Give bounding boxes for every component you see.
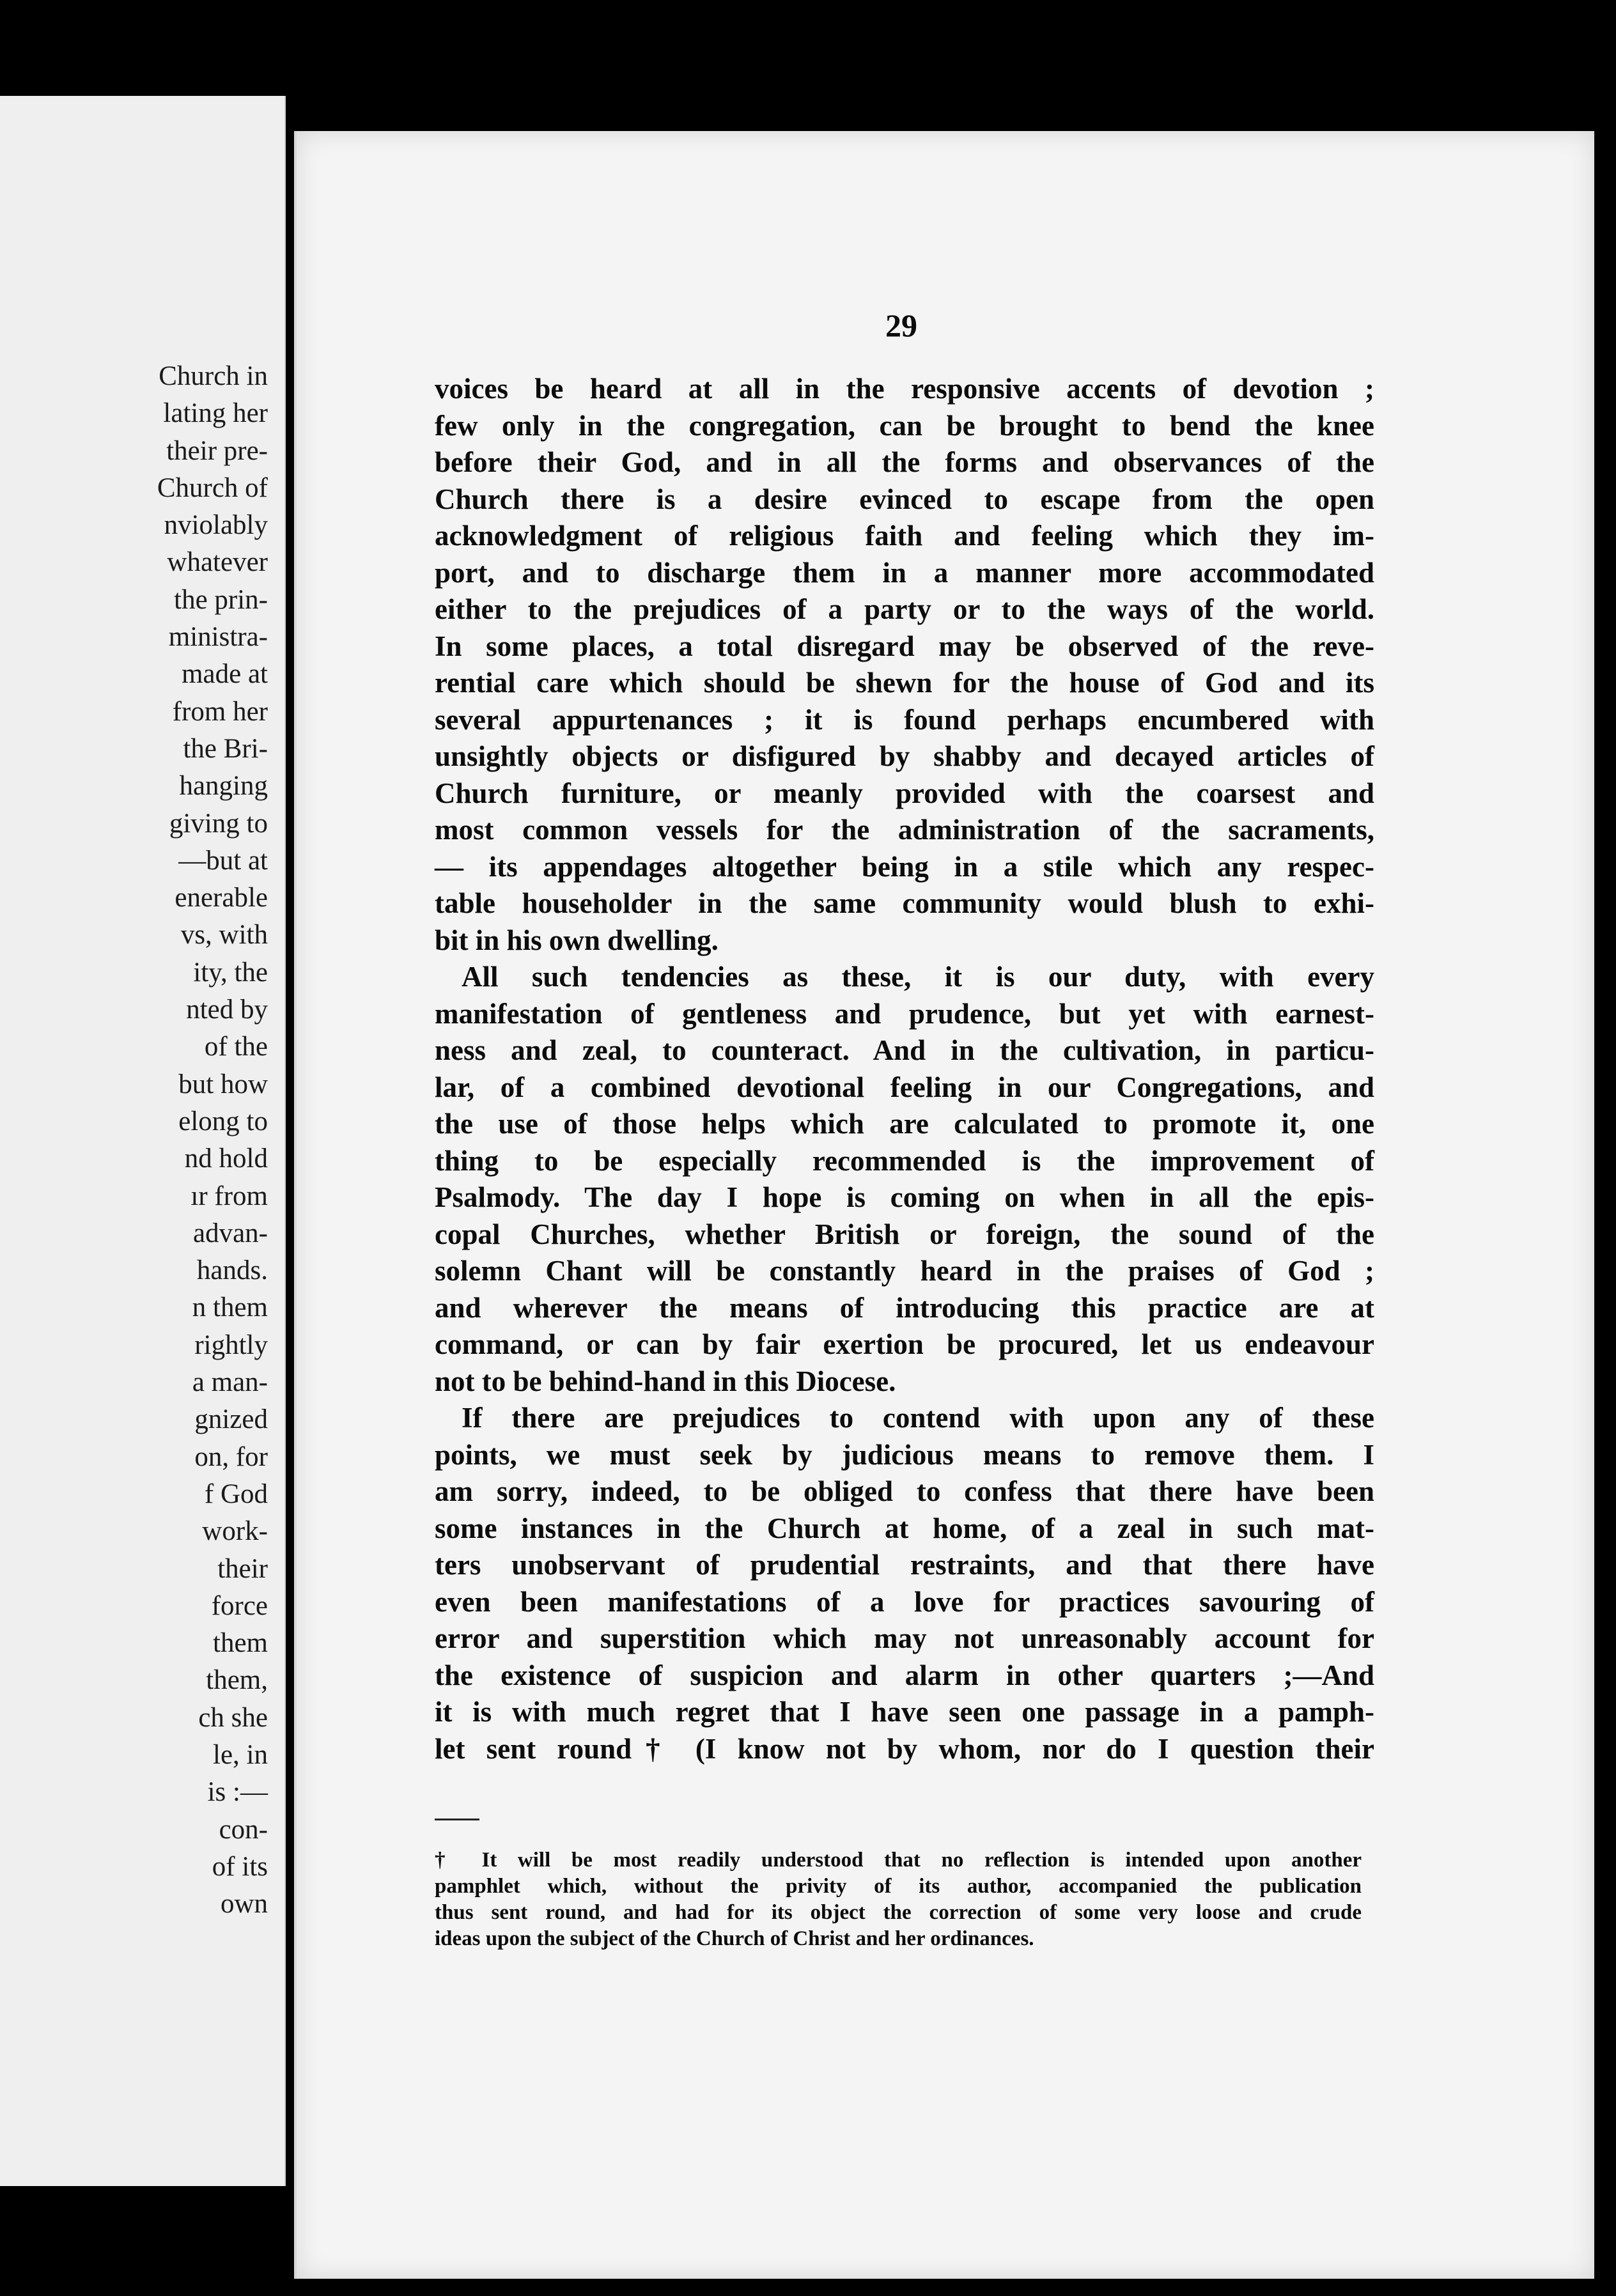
text-line: ters unobservant of prudential restraints, and that there have (435, 1549, 1374, 1581)
text-line: error and superstition which may not unreasonably account for (435, 1622, 1374, 1654)
left-page-line: hanging (179, 771, 268, 802)
left-page-line: work- (202, 1516, 268, 1547)
text-line: it is with much regret that I have seen one passage in a pamph- (435, 1696, 1374, 1728)
left-page-text (38, 358, 268, 1923)
left-page-line: con- (219, 1814, 268, 1845)
left-page-line: lating her (163, 398, 268, 429)
text-line: and wherever the means of introducing this practice are at (435, 1291, 1374, 1324)
text-line: few only in the congregation, can be brought to bend the knee (435, 409, 1374, 442)
text-line: am sorry, indeed, to be obliged to confess that there have been (435, 1475, 1374, 1507)
left-page-line: their pre- (166, 435, 268, 466)
text-line: points, we must seek by judicious means to remove them. I (435, 1438, 1374, 1471)
text-line: some instances in the Church at home, of a zeal in such mat- (435, 1512, 1374, 1544)
text-line: the use of those helps which are calculated to promote it, one (435, 1108, 1374, 1140)
text-line: If there are prejudices to contend with upon any of these (462, 1402, 1374, 1434)
text-line: — its appendages altogether being in a stile which any respec- (435, 850, 1374, 883)
left-page-line: from her (172, 696, 268, 727)
left-page-line: ır from (190, 1181, 268, 1211)
text-line: rential care which should be shewn for the house of God and its (435, 667, 1374, 699)
text-line: copal Churches, whether British or foreign, the sound of the (435, 1218, 1374, 1250)
left-page-line: force (211, 1590, 268, 1621)
left-page-line: is :— (207, 1777, 268, 1808)
left-page-line: their (217, 1553, 268, 1584)
left-page-line: Church in (159, 361, 268, 391)
left-page-line: whatever (167, 547, 268, 578)
left-page-line: the prin- (174, 584, 268, 615)
left-page-line: them (213, 1628, 268, 1659)
left-page-line: advan- (193, 1218, 268, 1248)
text-line: acknowledgment of religious faith and feeling which they im- (435, 520, 1374, 552)
text-line: thing to be especially recommended is the improvement of (435, 1144, 1374, 1177)
text-line: ness and zeal, to counteract. And in the cultivation, in particu- (435, 1034, 1374, 1066)
text-line: port, and to discharge them in a manner more accommodated (435, 556, 1374, 589)
left-page-line: nd hold (184, 1144, 268, 1174)
text-line: either to the prejudices of a party or to the ways of the world. (435, 593, 1374, 625)
footnote-line: ideas upon the subject of the Church of Christ and her ordinances. (435, 1927, 1034, 1950)
left-page-line: a man- (192, 1367, 268, 1398)
footnote-line: pamphlet which, without the privity of its author, accompanied the publication (435, 1875, 1362, 1898)
text-line: table householder in the same community would blush to exhi- (435, 887, 1374, 919)
left-page-line: hands. (196, 1255, 268, 1286)
left-page-line: n them (192, 1292, 268, 1323)
left-page-line: nted by (186, 995, 268, 1025)
left-page-line: of its (212, 1851, 268, 1882)
text-line: manifestation of gentleness and prudence, but yet with earnest- (435, 997, 1374, 1030)
text-line: All such tendencies as these, it is our duty, with every (462, 961, 1374, 993)
text-line: not to be behind-hand in this Diocese. (435, 1365, 896, 1397)
left-page-line: own (220, 1889, 268, 1920)
text-line: bit in his own dwelling. (435, 924, 719, 956)
text-line: Church there is a desire evinced to escape from the open (435, 483, 1374, 515)
text-line: before their God, and in all the forms and observances of the (435, 446, 1374, 478)
left-page-line: nviolably (164, 510, 268, 541)
text-line: In some places, a total disregard may be observed of the reve- (435, 630, 1374, 662)
text-line: lar, of a combined devotional feeling in our Congregations, and (435, 1071, 1374, 1103)
left-page-line: ministra- (168, 622, 268, 653)
left-page-line: elong to (178, 1106, 268, 1136)
left-page-line: on, for (194, 1441, 268, 1472)
text-line: command, or can by fair exertion be procured, let us endeavour (435, 1328, 1374, 1360)
text-line: solemn Chant will be constantly heard in the praises of God ; (435, 1255, 1374, 1287)
left-page-line: f God (204, 1478, 268, 1509)
text-line: several appurtenances ; it is found perhaps encumbered with (435, 703, 1374, 736)
left-page-line: the Bri- (183, 733, 268, 764)
left-page-line: gnized (194, 1404, 268, 1435)
left-page-line: ity, the (193, 957, 268, 988)
footnote-line: thus sent round, and had for its object the correction of some very loose and crude (435, 1901, 1362, 1924)
body-text (435, 371, 1374, 1767)
left-page-line: giving to (169, 808, 268, 839)
left-page-line: le, in (213, 1739, 268, 1770)
left-page-line: enerable (175, 883, 268, 913)
left-page-line: Church of (157, 472, 268, 503)
left-page (0, 96, 286, 2186)
footnote-line: † It will be most readily understood that no reflection is intended upon another (435, 1849, 1362, 1872)
text-line: even been manifestations of a love for practices savouring of (435, 1585, 1374, 1618)
text-line: voices be heard at all in the responsive accents of devotion ; (435, 373, 1374, 405)
text-line: the existence of suspicion and alarm in other quarters ;—And (435, 1659, 1374, 1691)
left-page-line: of the (204, 1032, 268, 1062)
footnote (435, 1847, 1362, 1952)
text-line: let sent round† (I know not by whom, nor do I question their (435, 1732, 1374, 1765)
page-number: 29 (885, 307, 917, 343)
text-line: most common vessels for the administration of the sacraments, (435, 814, 1374, 846)
text-line: Psalmody. The day I hope is coming on when in all the epis- (435, 1181, 1374, 1213)
left-page-line: —but at (178, 845, 268, 876)
left-page-line: but how (178, 1069, 268, 1099)
left-page-line: made at (182, 659, 268, 690)
footnote-rule (435, 1819, 479, 1820)
text-line: Church furniture, or meanly provided with the coarsest and (435, 777, 1374, 809)
left-page-line: rightly (194, 1330, 268, 1360)
left-page-line: vs, with (180, 920, 268, 950)
left-page-line: ch she (198, 1702, 268, 1733)
left-page-line: them, (206, 1665, 268, 1696)
text-line: unsightly objects or disfigured by shabby and decayed articles of (435, 740, 1374, 772)
